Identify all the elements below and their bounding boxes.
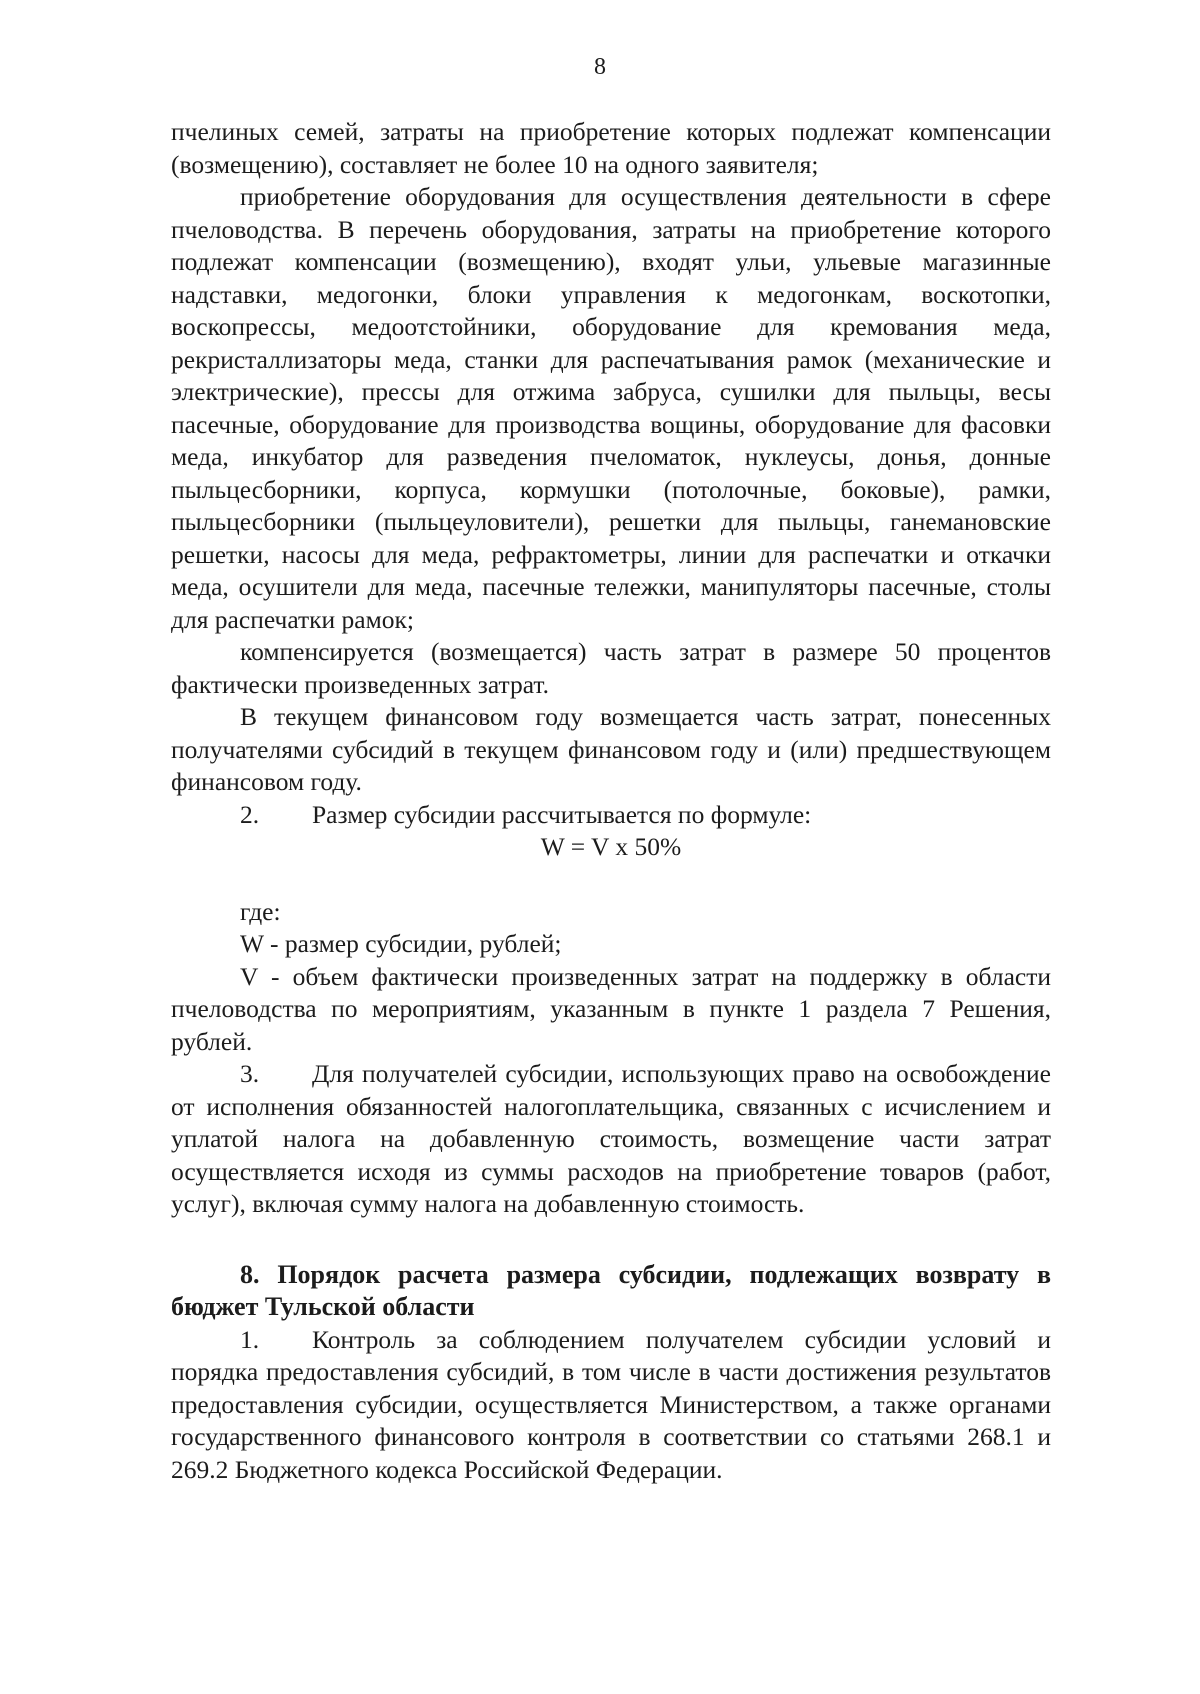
item-number: 1. (240, 1324, 260, 1354)
section-8-heading: 8. Порядок расчета размера субсидии, подлежащих возврату в бюджет Тульской области (171, 1259, 1051, 1321)
paragraph-item-3 (171, 1058, 1051, 1221)
paragraph-equipment: приобретение оборудования для осуществления деятельности в сфере пчеловодства. В перечень оборудования, затраты на приобретение которого подлежат компенсации (возмещению), входят ульи, ульевые магазинные надставки, медогонки, блоки управления к медогонкам, воскотопки, воскопрессы, медоотстойники, оборудование для кремования меда, рекристаллизаторы меда, станки для распечатывания рамок (механические и электрические), прессы для отжима забруса, сушилки для пыльцы, весы пасечные, оборудование для производства вощины, оборудование для фасовки меда, инкубатор для разведения пчеломаток, нуклеусы, донья, донные пыльцесборники, корпуса, кормушки (потолочные, боковые), рамки, пыльцесборники (пыльцеуловители), решетки для пыльцы, ганемановские решетки, насосы для меда, рефрактометры, линии для распечатки и откачки меда, осушители для меда, пасечные тележки, манипуляторы пасечные, столы для распечатки рамок; (171, 182, 1051, 634)
paragraph-where: где: (240, 896, 281, 926)
paragraph-current-year: В текущем финансовом году возмещается часть затрат, понесенных получателями субсидий в текущем финансовом году и (или) предшествующем финансовом году. (171, 702, 1051, 796)
section-8-item-1 (171, 1324, 1051, 1487)
item-number: 2. (240, 799, 260, 829)
formula: W = V x 50% (540, 832, 682, 861)
item-text: Размер субсидии рассчитывается по формуле: (312, 799, 812, 829)
document-body (171, 116, 1051, 1486)
paragraph-w-definition: W - размер субсидии, рублей; (240, 929, 562, 958)
page-number: 8 (594, 54, 606, 80)
item-number: 3. (240, 1059, 260, 1088)
paragraph-item-2 (171, 799, 1051, 832)
item-text: Для получателей субсидии, использующих право на освобождение от исполнения обязанностей налогоплательщика, связанных с исчислением и уплатой налога на добавленную стоимость, возмещение части затрат осуществляется исходя из суммы расходов на приобретение товаров (работ, услуг), включая сумму налога на добавленную стоимость. (171, 1059, 1051, 1218)
spacer (171, 864, 1051, 896)
spacer (171, 1221, 1051, 1259)
item-text: Контроль за соблюдением получателем субсидии условий и порядка предоставления субсидий, в том числе в части достижения результатов предоставления субсидии, осуществляется Министерством, а также органами государственного финансового контроля в соответствии со статьями 268.1 и 269.2 Бюджетного кодекса Российской Федерации. (171, 1324, 1051, 1484)
paragraph-compensation: компенсируется (возмещается) часть затрат в размере 50 процентов фактически произведенных затрат. (171, 637, 1051, 699)
paragraph-v-definition: V - объем фактически произведенных затрат на поддержку в области пчеловодства по мероприятиям, указанным в пункте 1 раздела 7 Решения, рублей. (171, 961, 1051, 1056)
paragraph-bee-colonies: пчелиных семей, затраты на приобретение которых подлежат компенсации (возмещению), составляет не более 10 на одного заявителя; (171, 117, 1051, 179)
